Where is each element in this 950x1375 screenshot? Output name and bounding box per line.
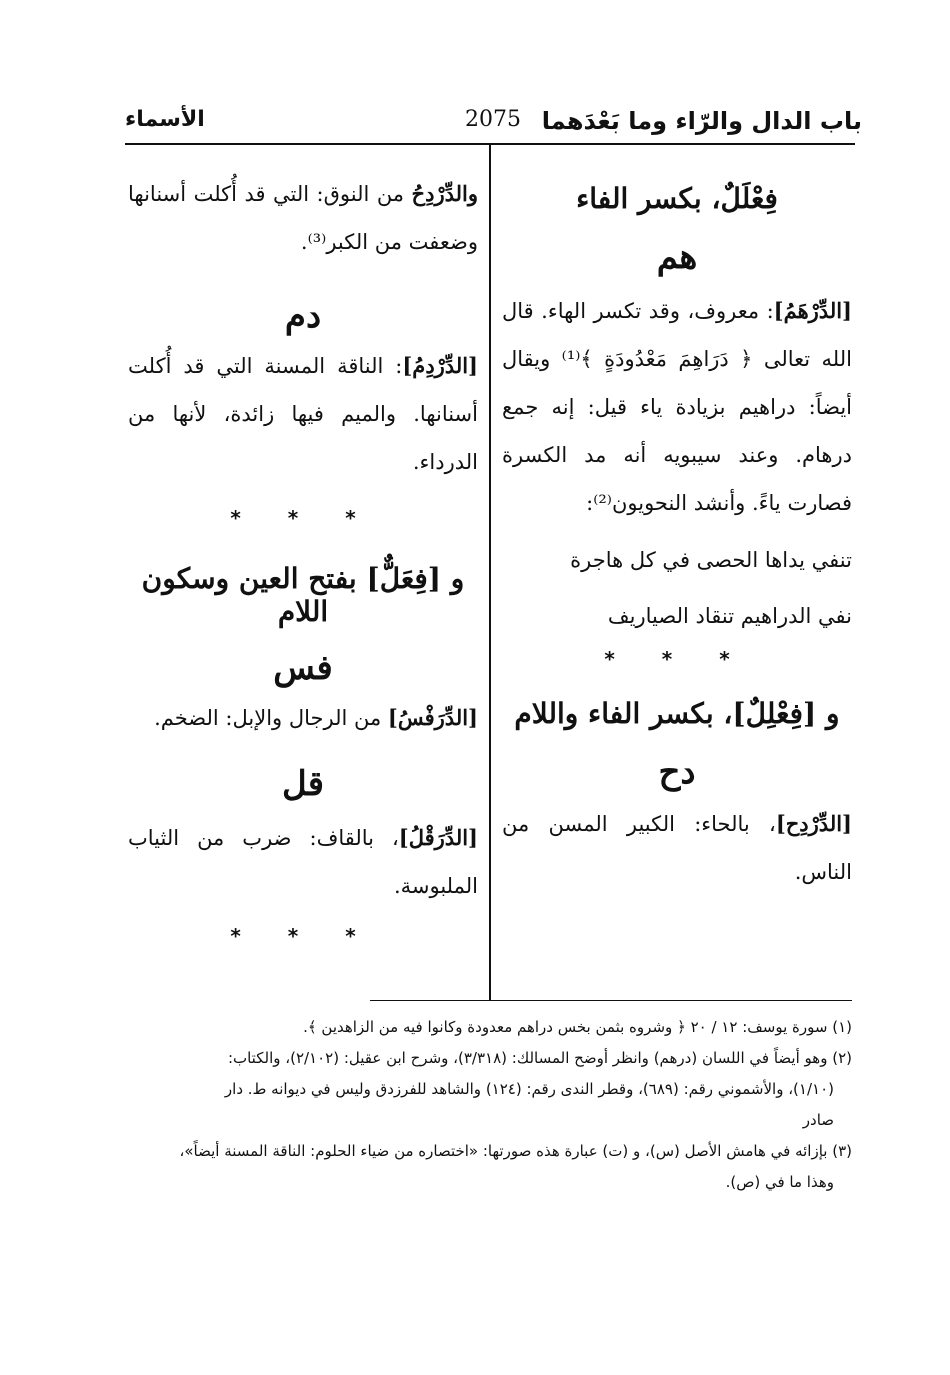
section-separator: * * * xyxy=(604,647,750,671)
root-heading: دم xyxy=(284,296,322,336)
entry-text: من الرجال والإبل: الضخم. xyxy=(154,706,382,730)
headword: [الدِّرْدِح] xyxy=(775,811,852,836)
footnotes xyxy=(130,1012,852,1198)
pattern-heading: فِعْلَلٌ، بكسر الفاء xyxy=(576,182,778,215)
running-header-section: الأسماء xyxy=(125,107,205,132)
column-divider xyxy=(489,145,491,1000)
pattern-heading: و [فِعْلِلٌ]، بكسر الفاء واللام xyxy=(514,697,840,730)
entry-dirdih xyxy=(502,800,852,896)
headword: والدِّرْدِحُ xyxy=(411,181,478,206)
section-separator: * * * xyxy=(230,506,376,530)
section-separator: * * * xyxy=(230,924,376,948)
right-column xyxy=(502,170,852,896)
root-heading: دح xyxy=(658,752,696,792)
entry-text: من النوق: التي قد أُكلت أسنانها وضعفت من الكبر⁽³⁾. xyxy=(128,182,478,254)
pattern-heading: و [فِعَلٌّ] بفتح العين وسكون اللام xyxy=(141,562,465,628)
entry-dirdih-camel xyxy=(128,170,478,266)
root-heading: فس xyxy=(273,648,333,688)
footnote-2-cont: (١/١٠)، والأشموني رقم: (٦٨٩)، وقطر الندى رقم: (١٢٤) والشاهد للفرزدق وليس في ديوانه ط. دار xyxy=(224,1080,834,1098)
footnote-2: (٢) وهو أيضاً في اللسان (درهم) وانظر أوضح المسالك: (٣/٣١٨)، وشرح ابن عقيل: (٢/١٠٢)، والكتاب: xyxy=(227,1049,852,1067)
entry-text: ، بالحاء: الكبير المسن من الناس. xyxy=(502,812,852,884)
entry-dirham xyxy=(502,287,852,527)
verse-line-1: تنفي يداها الحصى في كل هاجرة xyxy=(570,548,852,572)
entry-diraql xyxy=(128,814,478,910)
entry-text: ، بالقاف: ضرب من الثياب الملبوسة. xyxy=(128,826,478,898)
entry-text: : الناقة المسنة التي قد أُكلت أسنانها. والميم فيها زائدة، لأنها من الدرداء. xyxy=(128,354,478,474)
page-number: 2075 xyxy=(465,107,521,132)
footnote-1: (١) سورة يوسف: ١٢ / ٢٠ ﴿ وشروه بثمن بخس دراهم معدودة وكانوا فيه من الزاهدين ﴾. xyxy=(303,1018,852,1036)
left-column xyxy=(128,170,478,948)
headword: [الدِّرَفْسُ] xyxy=(387,705,478,730)
running-header-chapter: باب الدال والرّاء وما بَعْدَهما xyxy=(541,107,862,135)
root-heading: قل xyxy=(281,764,324,804)
headword: [الدِّرَقْلُ] xyxy=(398,825,478,850)
verse-line-2: نفي الدراهيم تنقاد الصياريف xyxy=(607,604,852,628)
footnote-3-cont: وهذا ما في (ص). xyxy=(725,1173,834,1191)
entry-dirafs xyxy=(128,694,478,742)
root-heading: هم xyxy=(656,237,698,277)
footnote-2-cont: صادر xyxy=(802,1111,834,1129)
entry-dirdim xyxy=(128,342,478,486)
headword: [الدِّرْهَمُ] xyxy=(773,298,852,323)
entry-text: : معروف، وقد تكسر الهاء. قال الله تعالى ﴿ دَرَاهِمَ مَعْدُودَةٍ ﴾⁽¹⁾ ويقال أيضاً: دراهيم بزيادة ياء قيل: إنه جمع درهام. وعند سيبويه أنه مد الكسرة فصارت ياءً. وأنشد النحويون⁽²⁾: xyxy=(502,299,852,515)
headword: [الدِّرْدِمُ] xyxy=(402,353,478,378)
footnote-3: (٣) بإزائه في هامش الأصل (س)، و (ت) عبارة هذه صورتها: «اختصاره من ضياء الحلوم: الناقة المسنة أيضاً»، xyxy=(179,1142,852,1160)
footnote-rule xyxy=(370,1000,852,1001)
